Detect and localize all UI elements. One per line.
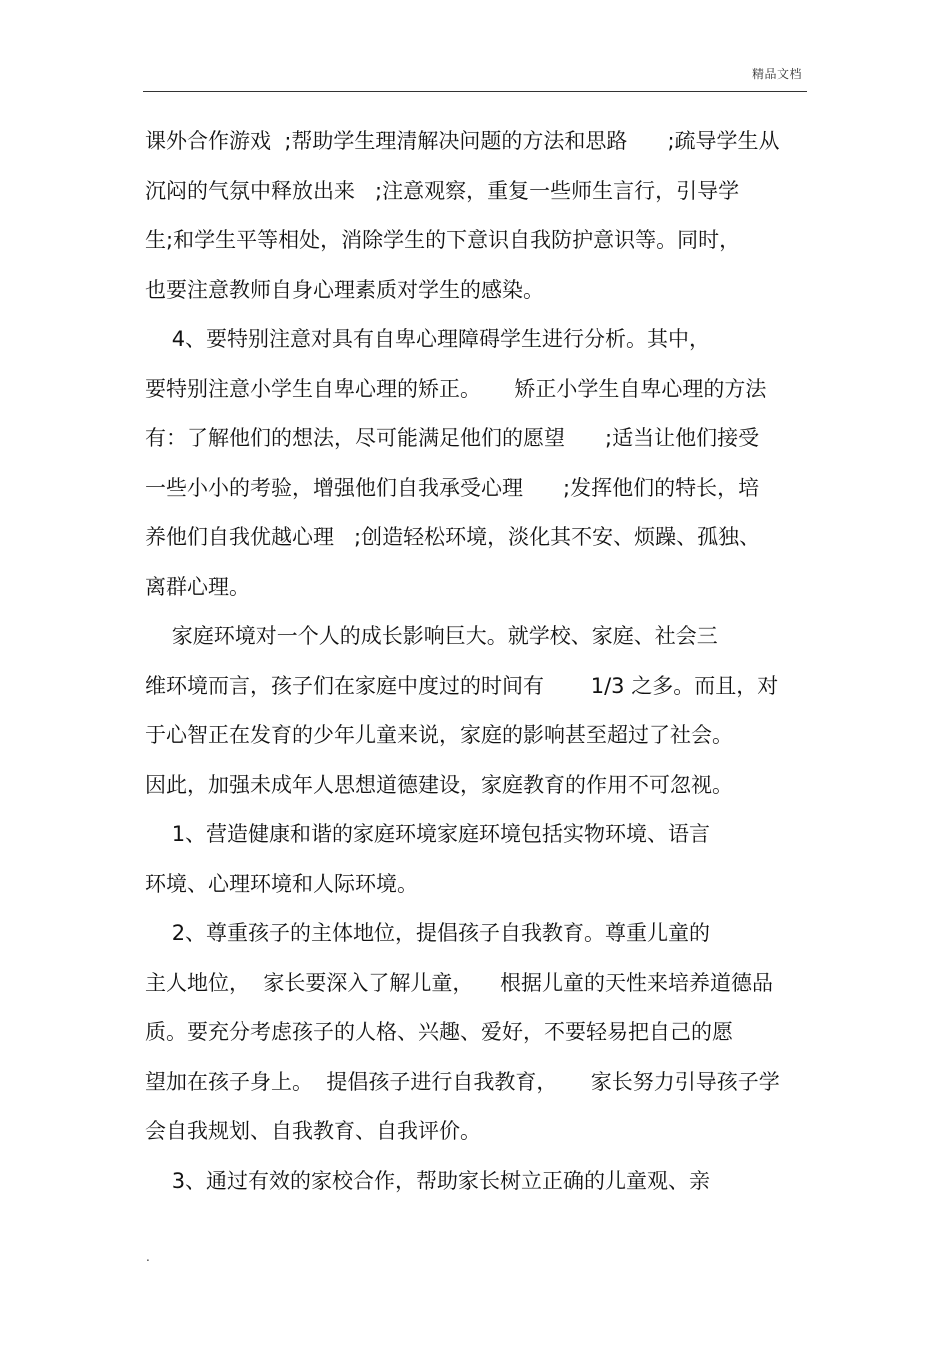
- text-line: 生;和学生平等相处，消除学生的下意识自我防护意识等。同时，: [145, 228, 741, 252]
- text-line: 维环境而言，孩子们在家庭中度过的时间有 1/3 之多。而且，对: [145, 673, 779, 698]
- text-line: 3、通过有效的家校合作，帮助家长树立正确的儿童观、亲: [145, 1168, 711, 1193]
- text-line: 2、尊重孩子的主体地位，提倡孩子自我教育。尊重儿童的: [145, 921, 711, 945]
- footer-mark: .: [146, 1250, 150, 1264]
- header-divider: [143, 91, 807, 92]
- text-line: 望加在孩子身上。 提倡孩子进行自我教育， 家长努力引导孩子学: [145, 1069, 780, 1094]
- text-line: 环境、心理环境和人际环境。: [145, 871, 418, 896]
- text-line: 有：了解他们的想法，尽可能满足他们的愿望 ;适当让他们接受: [145, 426, 760, 450]
- text-line: 也要注意教师自身心理素质对学生的感染。: [145, 277, 544, 302]
- text-line: 主人地位， 家长要深入了解儿童， 根据儿童的天性来培养道德品: [145, 970, 774, 995]
- header-label: 精品文档: [751, 67, 802, 81]
- body-text: [145, 117, 807, 1206]
- text-line: 因此，加强未成年人思想道德建设，家庭教育的作用不可忽视。: [145, 772, 733, 797]
- text-line: 家庭环境对一个人的成长影响巨大。就学校、家庭、社会三: [145, 624, 718, 648]
- text-line: 会自我规划、自我教育、自我评价。: [145, 1119, 481, 1143]
- text-line: 课外合作游戏 ;帮助学生理清解决问题的方法和思路 ;疏导学生从: [145, 129, 780, 153]
- text-line: 1、营造健康和谐的家庭环境家庭环境包括实物环境、语言: [145, 822, 711, 846]
- text-line: 沉闷的气氛中释放出来 ;注意观察，重复一些师生言行，引导学: [145, 178, 740, 203]
- text-line: 养他们自我优越心理 ;创造轻松环境，淡化其不安、烦躁、孤独、: [145, 525, 761, 549]
- text-line: 一些小小的考验，增强他们自我承受心理 ;发挥他们的特长，培: [145, 475, 760, 500]
- text-line: 于心智正在发育的少年儿童来说，家庭的影响甚至超过了社会。: [145, 723, 733, 747]
- text-line: 质。要充分考虑孩子的人格、兴趣、爱好，不要轻易把自己的愿: [145, 1020, 733, 1044]
- text-line: 要特别注意小学生自卑心理的矫正。 矫正小学生自卑心理的方法: [145, 376, 767, 401]
- text-line: 离群心理。: [145, 574, 250, 599]
- text-line: 4、要特别注意对具有自卑心理障碍学生进行分析。其中，: [145, 327, 711, 351]
